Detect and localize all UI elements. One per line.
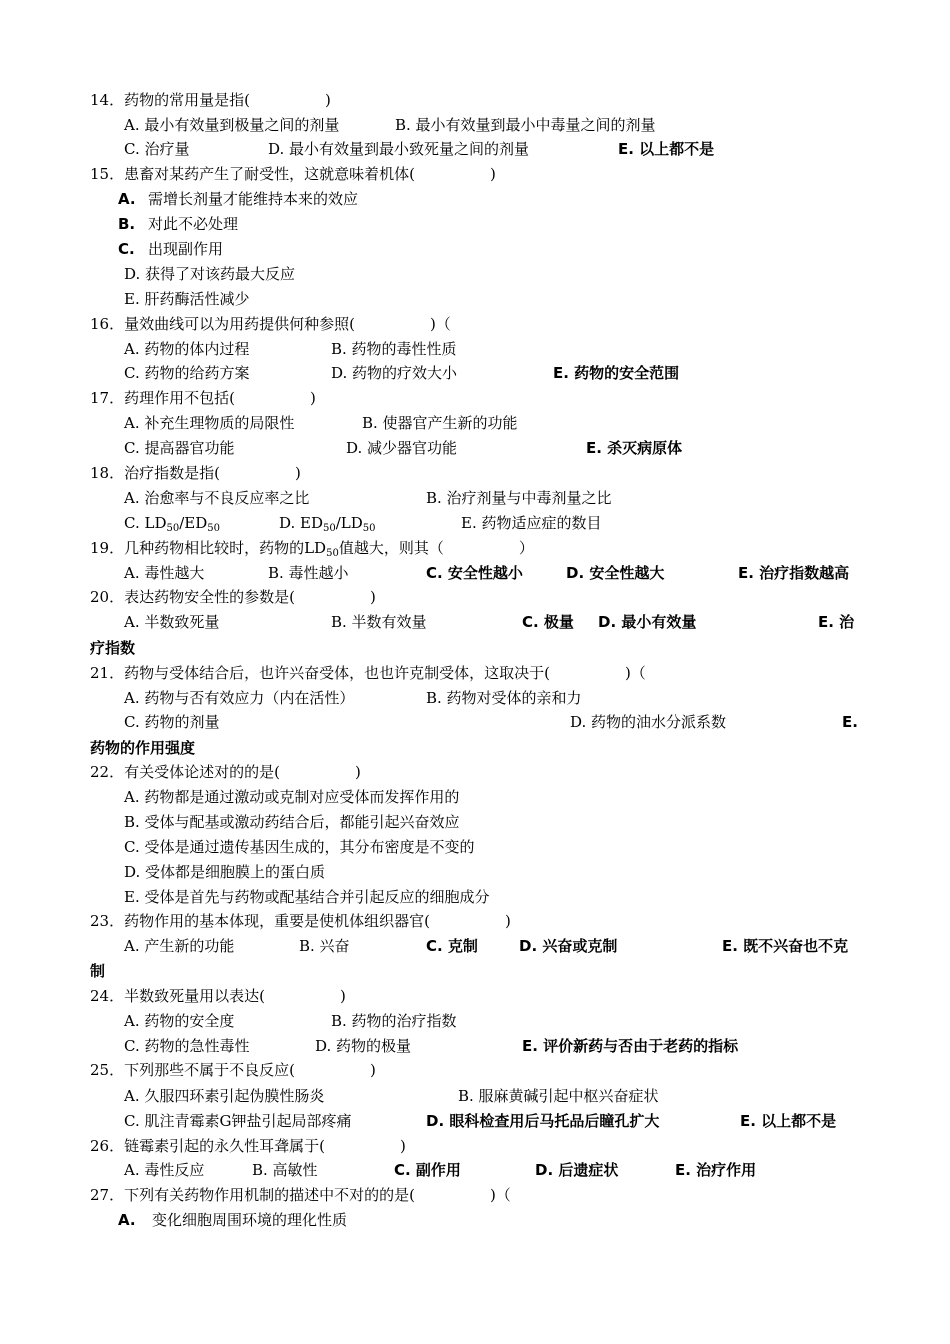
segment-text: 19．几种药物相比较时，药物的LD <box>90 539 327 557</box>
segment-text: E. 肝药酶活性减少 <box>124 290 250 308</box>
segment-text: /LD <box>335 514 363 532</box>
segment-text: C. 极量 <box>522 613 574 631</box>
segment-text: D. 眼科检查用后马托品后瞳孔扩大 <box>426 1112 660 1130</box>
segment-text: 出现副作用 <box>148 240 224 258</box>
text-segment <box>124 688 354 708</box>
text-segment <box>426 936 478 956</box>
text-segment <box>124 339 249 359</box>
text-segment <box>118 214 135 234</box>
text-segment <box>426 688 582 708</box>
segment-text: A. 半数致死量 <box>124 613 220 631</box>
text-segment <box>90 638 135 658</box>
segment-text: B. 治疗剂量与中毒剂量之比 <box>426 489 612 507</box>
text-segment <box>90 762 361 782</box>
segment-text: C. 克制 <box>426 937 478 955</box>
text-segment <box>458 1086 659 1106</box>
text-segment <box>124 1111 351 1131</box>
text-segment <box>124 363 249 383</box>
segment-text: 疗指数 <box>90 639 136 657</box>
text-segment <box>124 712 219 732</box>
segment-text: D. 药物的极量 <box>315 1037 412 1055</box>
text-segment <box>124 1086 324 1106</box>
segment-text: C. 安全性越小 <box>426 564 523 582</box>
segment-text: E. 治疗指数越高 <box>738 564 850 582</box>
text-segment <box>152 1210 347 1230</box>
segment-text: 25．下列那些不属于不良反应( ) <box>90 1061 376 1079</box>
text-segment <box>522 612 574 632</box>
text-segment <box>90 1185 511 1205</box>
text-segment <box>124 139 189 159</box>
text-segment <box>124 612 219 632</box>
text-segment <box>331 1011 457 1031</box>
segment-text: C. 药物的急性毒性 <box>124 1037 250 1055</box>
segment-text: E. 以上都不是 <box>740 1112 837 1130</box>
segment-text: A. 久服四环素引起伪膜性肠炎 <box>124 1087 325 1105</box>
text-segment <box>124 936 234 956</box>
segment-text: C. 药物的给药方案 <box>124 364 250 382</box>
text-segment <box>90 663 646 683</box>
text-segment <box>519 936 617 956</box>
text-segment <box>90 538 534 564</box>
text-segment <box>331 339 457 359</box>
segment-text: B. 半数有效量 <box>331 613 427 631</box>
segment-text: 药物的作用强度 <box>90 739 196 757</box>
segment-text: A. 治愈率与不良反应率之比 <box>124 489 310 507</box>
segment-text: D. 后遗症状 <box>535 1161 619 1179</box>
segment-text: B. 药物对受体的亲和力 <box>426 689 582 707</box>
text-segment <box>738 563 849 583</box>
text-segment <box>90 314 451 334</box>
segment-text: 21．药物与受体结合后，也许兴奋受体，也也许克制受体，这取决于( )（ <box>90 664 646 682</box>
segment-text: 15．患畜对某药产生了耐受性，这就意味着机体( ) <box>90 165 496 183</box>
text-segment <box>279 513 376 539</box>
segment-text: E. 受体是首先与药物或配基结合并引起反应的细胞成分 <box>124 888 490 906</box>
text-segment <box>90 961 105 981</box>
text-segment <box>118 239 135 259</box>
segment-text: 27．下列有关药物作用机制的描述中不对的的是( )（ <box>90 1186 511 1204</box>
segment-text: 17．药理作用不包括( ) <box>90 389 316 407</box>
text-segment <box>90 164 496 184</box>
segment-text: D. 获得了对该药最大反应 <box>124 265 296 283</box>
text-segment <box>818 612 854 632</box>
segment-text: 14．药物的常用量是指( ) <box>90 91 331 109</box>
text-segment <box>124 289 250 309</box>
segment-text: C. 肌注青霉素G钾盐引起局部疼痛 <box>124 1112 352 1130</box>
text-segment <box>124 887 490 907</box>
text-segment <box>252 1160 318 1180</box>
text-segment <box>148 189 358 209</box>
segment-text: B. 受体与配基或激动药结合后，都能引起兴奋效应 <box>124 813 460 831</box>
text-segment <box>598 612 696 632</box>
text-segment <box>124 1011 234 1031</box>
segment-text: A. 药物都是通过激动或克制对应受体而发挥作用的 <box>124 788 460 806</box>
segment-text: C. <box>118 240 135 258</box>
text-segment <box>90 587 376 607</box>
text-segment <box>124 787 459 807</box>
text-segment <box>426 488 612 508</box>
text-segment <box>90 986 346 1006</box>
text-segment <box>90 463 301 483</box>
segment-text: B. 使器官产生新的功能 <box>362 414 518 432</box>
segment-text: A. 毒性越大 <box>124 564 205 582</box>
text-segment <box>124 413 294 433</box>
segment-text: D. 药物的疗效大小 <box>331 364 458 382</box>
text-segment <box>124 812 460 832</box>
text-segment <box>268 139 529 159</box>
segment-text: B. 兴奋 <box>299 937 350 955</box>
text-segment <box>124 862 325 882</box>
segment-text: C. 治疗量 <box>124 140 190 158</box>
text-segment <box>124 438 234 458</box>
text-segment <box>553 363 679 383</box>
segment-text: D. 最小有效量 <box>598 613 697 631</box>
text-segment <box>426 563 523 583</box>
text-segment <box>90 388 316 408</box>
text-segment <box>675 1160 756 1180</box>
text-segment <box>362 413 518 433</box>
text-segment <box>90 90 331 110</box>
segment-text: A. 药物的安全度 <box>124 1012 235 1030</box>
text-segment <box>394 1160 461 1180</box>
segment-text: B. 药物的治疗指数 <box>331 1012 457 1030</box>
segment-text: A. <box>118 190 136 208</box>
text-segment <box>124 1036 249 1056</box>
text-segment <box>346 438 457 458</box>
segment-text: E. 评价新药与否由于老药的指标 <box>522 1037 739 1055</box>
segment-text: C. 副作用 <box>394 1161 461 1179</box>
segment-text: D. 最小有效量到最小致死量之间的剂量 <box>268 140 530 158</box>
segment-text: /ED <box>179 514 208 532</box>
segment-text: C. 药物的剂量 <box>124 713 220 731</box>
segment-text: E. 药物的安全范围 <box>553 364 680 382</box>
segment-text: B. 毒性越小 <box>268 564 349 582</box>
text-segment <box>586 438 682 458</box>
text-segment <box>90 1060 376 1080</box>
segment-text: A. 药物与否有效应力（内在活性） <box>124 689 355 707</box>
segment-text: 值越大，则其（ ） <box>338 539 534 557</box>
text-segment <box>570 712 726 732</box>
segment-text: D. 药物的油水分派系数 <box>570 713 727 731</box>
text-segment <box>842 712 858 732</box>
segment-text: D. 兴奋或克制 <box>519 937 618 955</box>
segment-text: D. 受体都是细胞膜上的蛋白质 <box>124 863 326 881</box>
text-segment <box>426 1111 659 1131</box>
segment-text: 16．量效曲线可以为用药提供何种参照( )（ <box>90 315 451 333</box>
segment-text: D. 安全性越大 <box>566 564 665 582</box>
text-segment <box>395 115 656 135</box>
text-segment <box>118 1210 136 1230</box>
text-segment <box>535 1160 618 1180</box>
text-segment <box>124 837 474 857</box>
subscript: 50 <box>326 548 339 559</box>
segment-text: 需增长剂量才能维持本来的效应 <box>148 190 359 208</box>
text-segment <box>124 115 339 135</box>
text-segment <box>148 239 223 259</box>
text-segment <box>618 139 714 159</box>
segment-text: A. 补充生理物质的局限性 <box>124 414 295 432</box>
segment-text: B. 最小有效量到最小中毒量之间的剂量 <box>395 116 656 134</box>
segment-text: B. 高敏性 <box>252 1161 318 1179</box>
text-segment <box>124 488 309 508</box>
text-segment <box>566 563 664 583</box>
text-segment <box>315 1036 411 1056</box>
segment-text: E. 治疗作用 <box>675 1161 757 1179</box>
segment-text: 24．半数致死量用以表达( ) <box>90 987 346 1005</box>
segment-text: C. 受体是通过遗传基因生成的，其分布密度是不变的 <box>124 838 475 856</box>
segment-text: E. 药物适应症的数目 <box>461 514 602 532</box>
segment-text: A. 毒性反应 <box>124 1161 205 1179</box>
segment-text: E. 既不兴奋也不克 <box>722 937 849 955</box>
segment-text: 20．表达药物安全性的参数是( ) <box>90 588 376 606</box>
segment-text: D. 减少器官功能 <box>346 439 458 457</box>
segment-text: 制 <box>90 962 106 980</box>
segment-text: E. 治 <box>818 613 855 631</box>
segment-text: C. 提高器官功能 <box>124 439 235 457</box>
text-segment <box>331 612 427 632</box>
segment-text: A. 产生新的功能 <box>124 937 235 955</box>
segment-text: 对此不必处理 <box>148 215 239 233</box>
text-segment <box>148 214 238 234</box>
text-segment <box>299 936 350 956</box>
segment-text: E. 以上都不是 <box>618 140 715 158</box>
text-segment <box>90 911 511 931</box>
segment-text: 23．药物作用的基本体现，重要是使机体组织器官( ) <box>90 912 511 930</box>
segment-text: 变化细胞周围环境的理化性质 <box>152 1211 348 1229</box>
subscript: 50 <box>323 523 336 534</box>
segment-text: C. LD <box>124 514 167 532</box>
segment-text: A. 最小有效量到极量之间的剂量 <box>124 116 340 134</box>
text-segment <box>740 1111 836 1131</box>
text-segment <box>461 513 602 533</box>
text-segment <box>722 936 848 956</box>
segment-text: B. <box>118 215 136 233</box>
text-segment <box>331 363 457 383</box>
text-segment <box>268 563 349 583</box>
text-segment <box>124 264 295 284</box>
segment-text: A. 药物的体内过程 <box>124 340 250 358</box>
segment-text: B. 药物的毒性性质 <box>331 340 457 358</box>
segment-text: 26．链霉素引起的永久性耳聋属于( ) <box>90 1137 406 1155</box>
text-segment <box>124 563 204 583</box>
text-segment <box>124 513 220 539</box>
text-segment <box>90 738 195 758</box>
segment-text: B. 服麻黄碱引起中枢兴奋症状 <box>458 1087 659 1105</box>
segment-text: D. ED <box>279 514 324 532</box>
segment-text: E. <box>842 713 858 731</box>
segment-text: 18．治疗指数是指( ) <box>90 464 301 482</box>
subscript: 50 <box>207 523 220 534</box>
text-segment <box>90 1136 406 1156</box>
segment-text: E. 杀灭病原体 <box>586 439 683 457</box>
segment-text: 22．有关受体论述对的的是( ) <box>90 763 361 781</box>
text-segment <box>124 1160 204 1180</box>
text-segment <box>522 1036 738 1056</box>
subscript: 50 <box>362 523 376 534</box>
segment-text: A. <box>118 1211 136 1229</box>
text-segment <box>118 189 136 209</box>
subscript: 50 <box>166 523 180 534</box>
